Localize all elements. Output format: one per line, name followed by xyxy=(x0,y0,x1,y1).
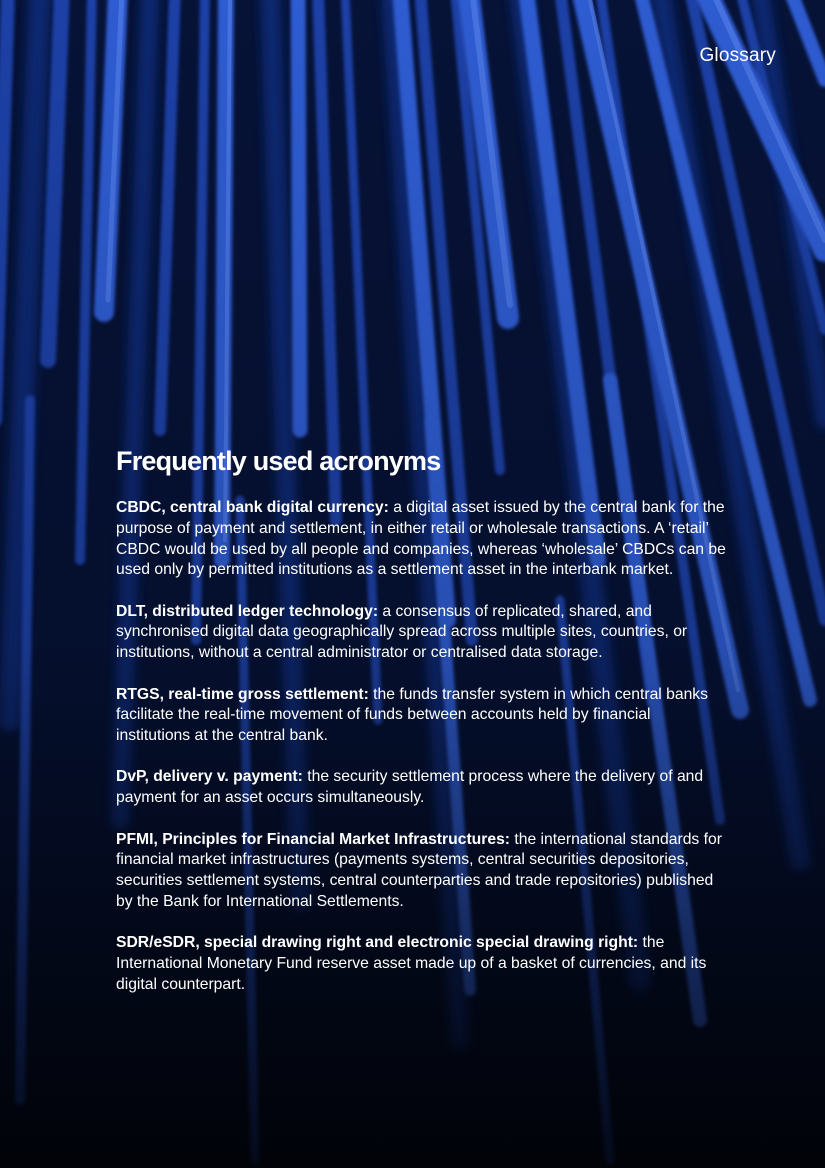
glossary-definition: the funds transfer system in which central banks facilitate the real-time movement of funds between accounts held by financial institutions at the central bank. xyxy=(116,685,708,745)
glossary-term: PFMI, Principles for Financial Market Infrastructures: xyxy=(116,830,511,848)
glossary-entry-pfmi xyxy=(116,830,728,913)
glossary-entry-dvp xyxy=(116,767,728,809)
glossary-definition: a consensus of replicated, shared, and synchronised digital data geographically spread across multiple sites, countries, or institutions, without a central administrator or centralised data storage. xyxy=(116,602,688,662)
glossary-entry-sdr xyxy=(116,933,728,995)
page-title: Frequently used acronyms xyxy=(116,446,441,476)
glossary-term: SDR/eSDR, special drawing right and electronic special drawing right: xyxy=(116,934,639,952)
glossary-entry-cbdc xyxy=(116,498,728,581)
glossary-term: DLT, distributed ledger technology: xyxy=(116,602,379,620)
glossary-entry-rtgs xyxy=(116,685,728,747)
glossary-definition: the international standards for financial market infrastructures (payments systems, central securities depositories, securities settlement systems, central counterparties and trade repositories) published by the Bank for International Settlements. xyxy=(116,830,722,910)
section-label: Glossary xyxy=(699,45,776,66)
glossary-term: CBDC, central bank digital currency: xyxy=(116,499,389,516)
glossary-term: RTGS, real-time gross settlement: xyxy=(116,685,369,703)
glossary-definition: a digital asset issued by the central bank for the purpose of payment and settlement, in either retail or wholesale transactions. A ‘retail’ CBDC would be used by all people and companies, whereas ‘wholesale’ CBDCs can be used only by permitted institutions as a settlement asset in the interbank market. xyxy=(116,499,726,579)
glossary-term: DvP, delivery v. payment: xyxy=(116,768,303,786)
glossary-definition: the International Monetary Fund reserve asset made up of a basket of currencies, and its digital counterpart. xyxy=(116,934,707,993)
glossary-definition: the security settlement process where the delivery of and payment for an asset occurs simultaneously. xyxy=(116,768,704,807)
glossary-content xyxy=(116,444,728,1016)
glossary-entry-dlt xyxy=(116,602,728,664)
